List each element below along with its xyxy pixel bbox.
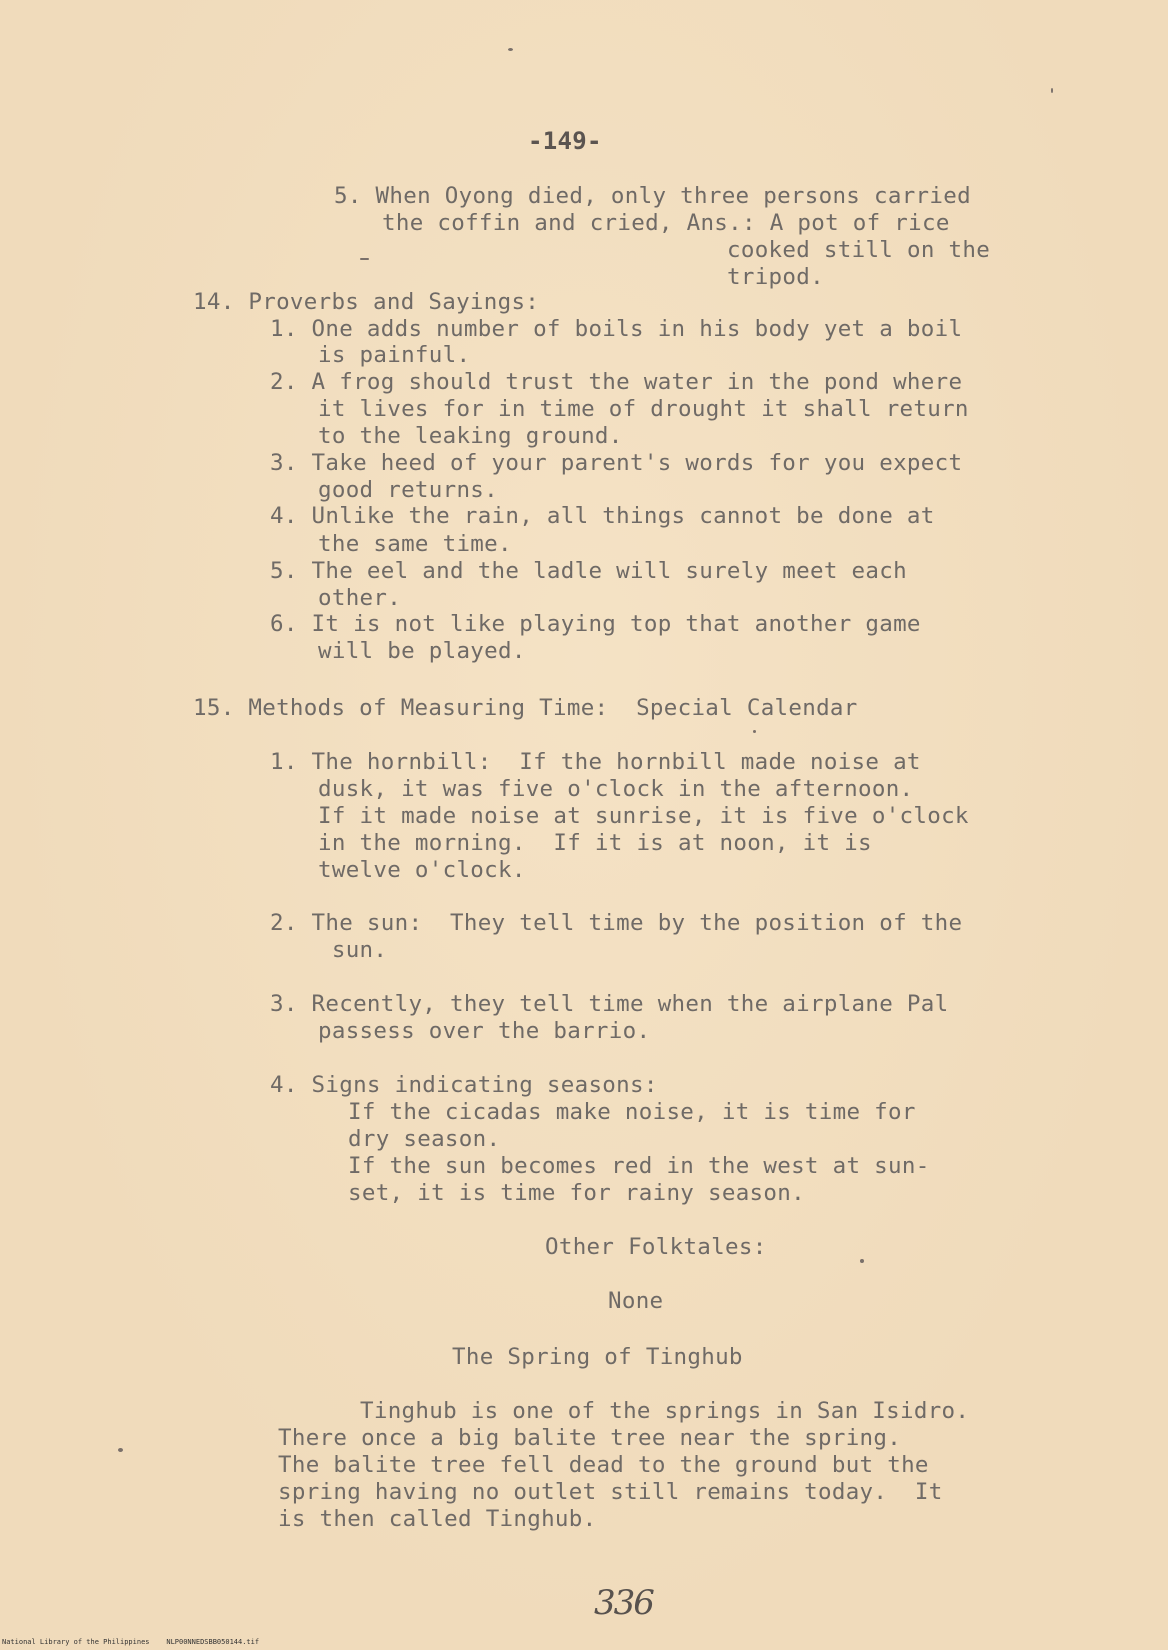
time-method-1-line-5: twelve o'clock. [318,857,526,883]
proverb-1-line-1: 1. One adds number of boils in his body yet a boil [270,316,963,342]
time-method-2-line-1: 2. The sun: They tell time by the position of the [270,910,963,936]
section-15-heading: 15. Methods of Measuring Time: Special Calendar [193,695,858,721]
time-method-1-line-1: 1. The hornbill: If the hornbill made noise at [270,749,921,775]
proverb-6-line-2: will be played. [318,638,526,664]
ink-speck [508,48,513,51]
riddle-5-line-3: cooked still on the [727,237,991,263]
time-method-3-line-1: 3. Recently, they tell time when the airplane Pal [270,991,949,1017]
story-line-5: is then called Tinghub. [278,1506,597,1532]
proverb-2-line-1: 2. A frog should trust the water in the pond where [270,369,963,395]
time-method-1-line-3: If it made noise at sunrise, it is five o'clock [318,803,969,829]
section-14-heading: 14. Proverbs and Sayings: [193,289,540,315]
story-line-3: The balite tree fell dead to the ground but the [278,1452,929,1478]
proverb-3-line-1: 3. Take heed of your parent's words for you expect [270,450,963,476]
other-folktales-heading: Other Folktales: [545,1234,767,1260]
proverb-2-line-2: it lives for in time of drought it shall return [318,396,969,422]
handwritten-number: 336 [594,1583,653,1623]
time-method-2-line-2: sun. [318,937,388,963]
proverb-6-line-1: 6. It is not like playing top that another game [270,611,921,637]
proverb-2-line-3: to the leaking ground. [318,423,623,449]
time-method-4-line-3: dry season. [348,1126,501,1152]
time-method-4-line-5: set, it is time for rainy season. [348,1180,805,1206]
proverb-4-line-1: 4. Unlike the rain, all things cannot be done at [270,503,935,529]
proverb-3-line-2: good returns. [318,477,498,503]
riddle-5-line-2: the coffin and cried, Ans.: A pot of rice [382,210,950,236]
ink-speck [360,258,369,260]
proverb-4-line-2: the same time. [318,531,512,557]
story-line-1: Tinghub is one of the springs in San Isidro. [360,1398,970,1424]
footer-scan-label: National Library of the Philippines NLP00NNEDSBB050144.tif [2,1638,260,1646]
ink-speck [860,1259,864,1263]
story-line-4: spring having no outlet still remains today. It [278,1479,943,1505]
time-method-4-line-1: 4. Signs indicating seasons: [270,1072,658,1098]
other-folktales-value: None [608,1288,664,1314]
time-method-1-line-2: dusk, it was five o'clock in the afternoon. [318,776,914,802]
time-method-3-line-2: passess over the barrio. [318,1018,651,1044]
story-line-2: There once a big balite tree near the spring. [278,1425,902,1451]
ink-speck [1051,88,1053,93]
ink-speck [753,730,756,733]
riddle-5-line-4: tripod. [727,264,824,290]
story-title: The Spring of Tinghub [452,1344,743,1370]
time-method-4-line-2: If the cicadas make noise, it is time for [348,1099,916,1125]
proverb-1-line-2: is painful. [318,342,471,368]
proverb-5-line-1: 5. The eel and the ladle will surely meet each [270,558,907,584]
riddle-5-line-1: 5. When Oyong died, only three persons carried [334,183,971,209]
page-number: -149- [528,127,602,155]
time-method-1-line-4: in the morning. If it is at noon, it is [318,830,872,856]
time-method-4-line-4: If the sun becomes red in the west at sun- [348,1153,930,1179]
ink-speck [118,1448,123,1452]
proverb-5-line-2: other. [318,585,402,611]
